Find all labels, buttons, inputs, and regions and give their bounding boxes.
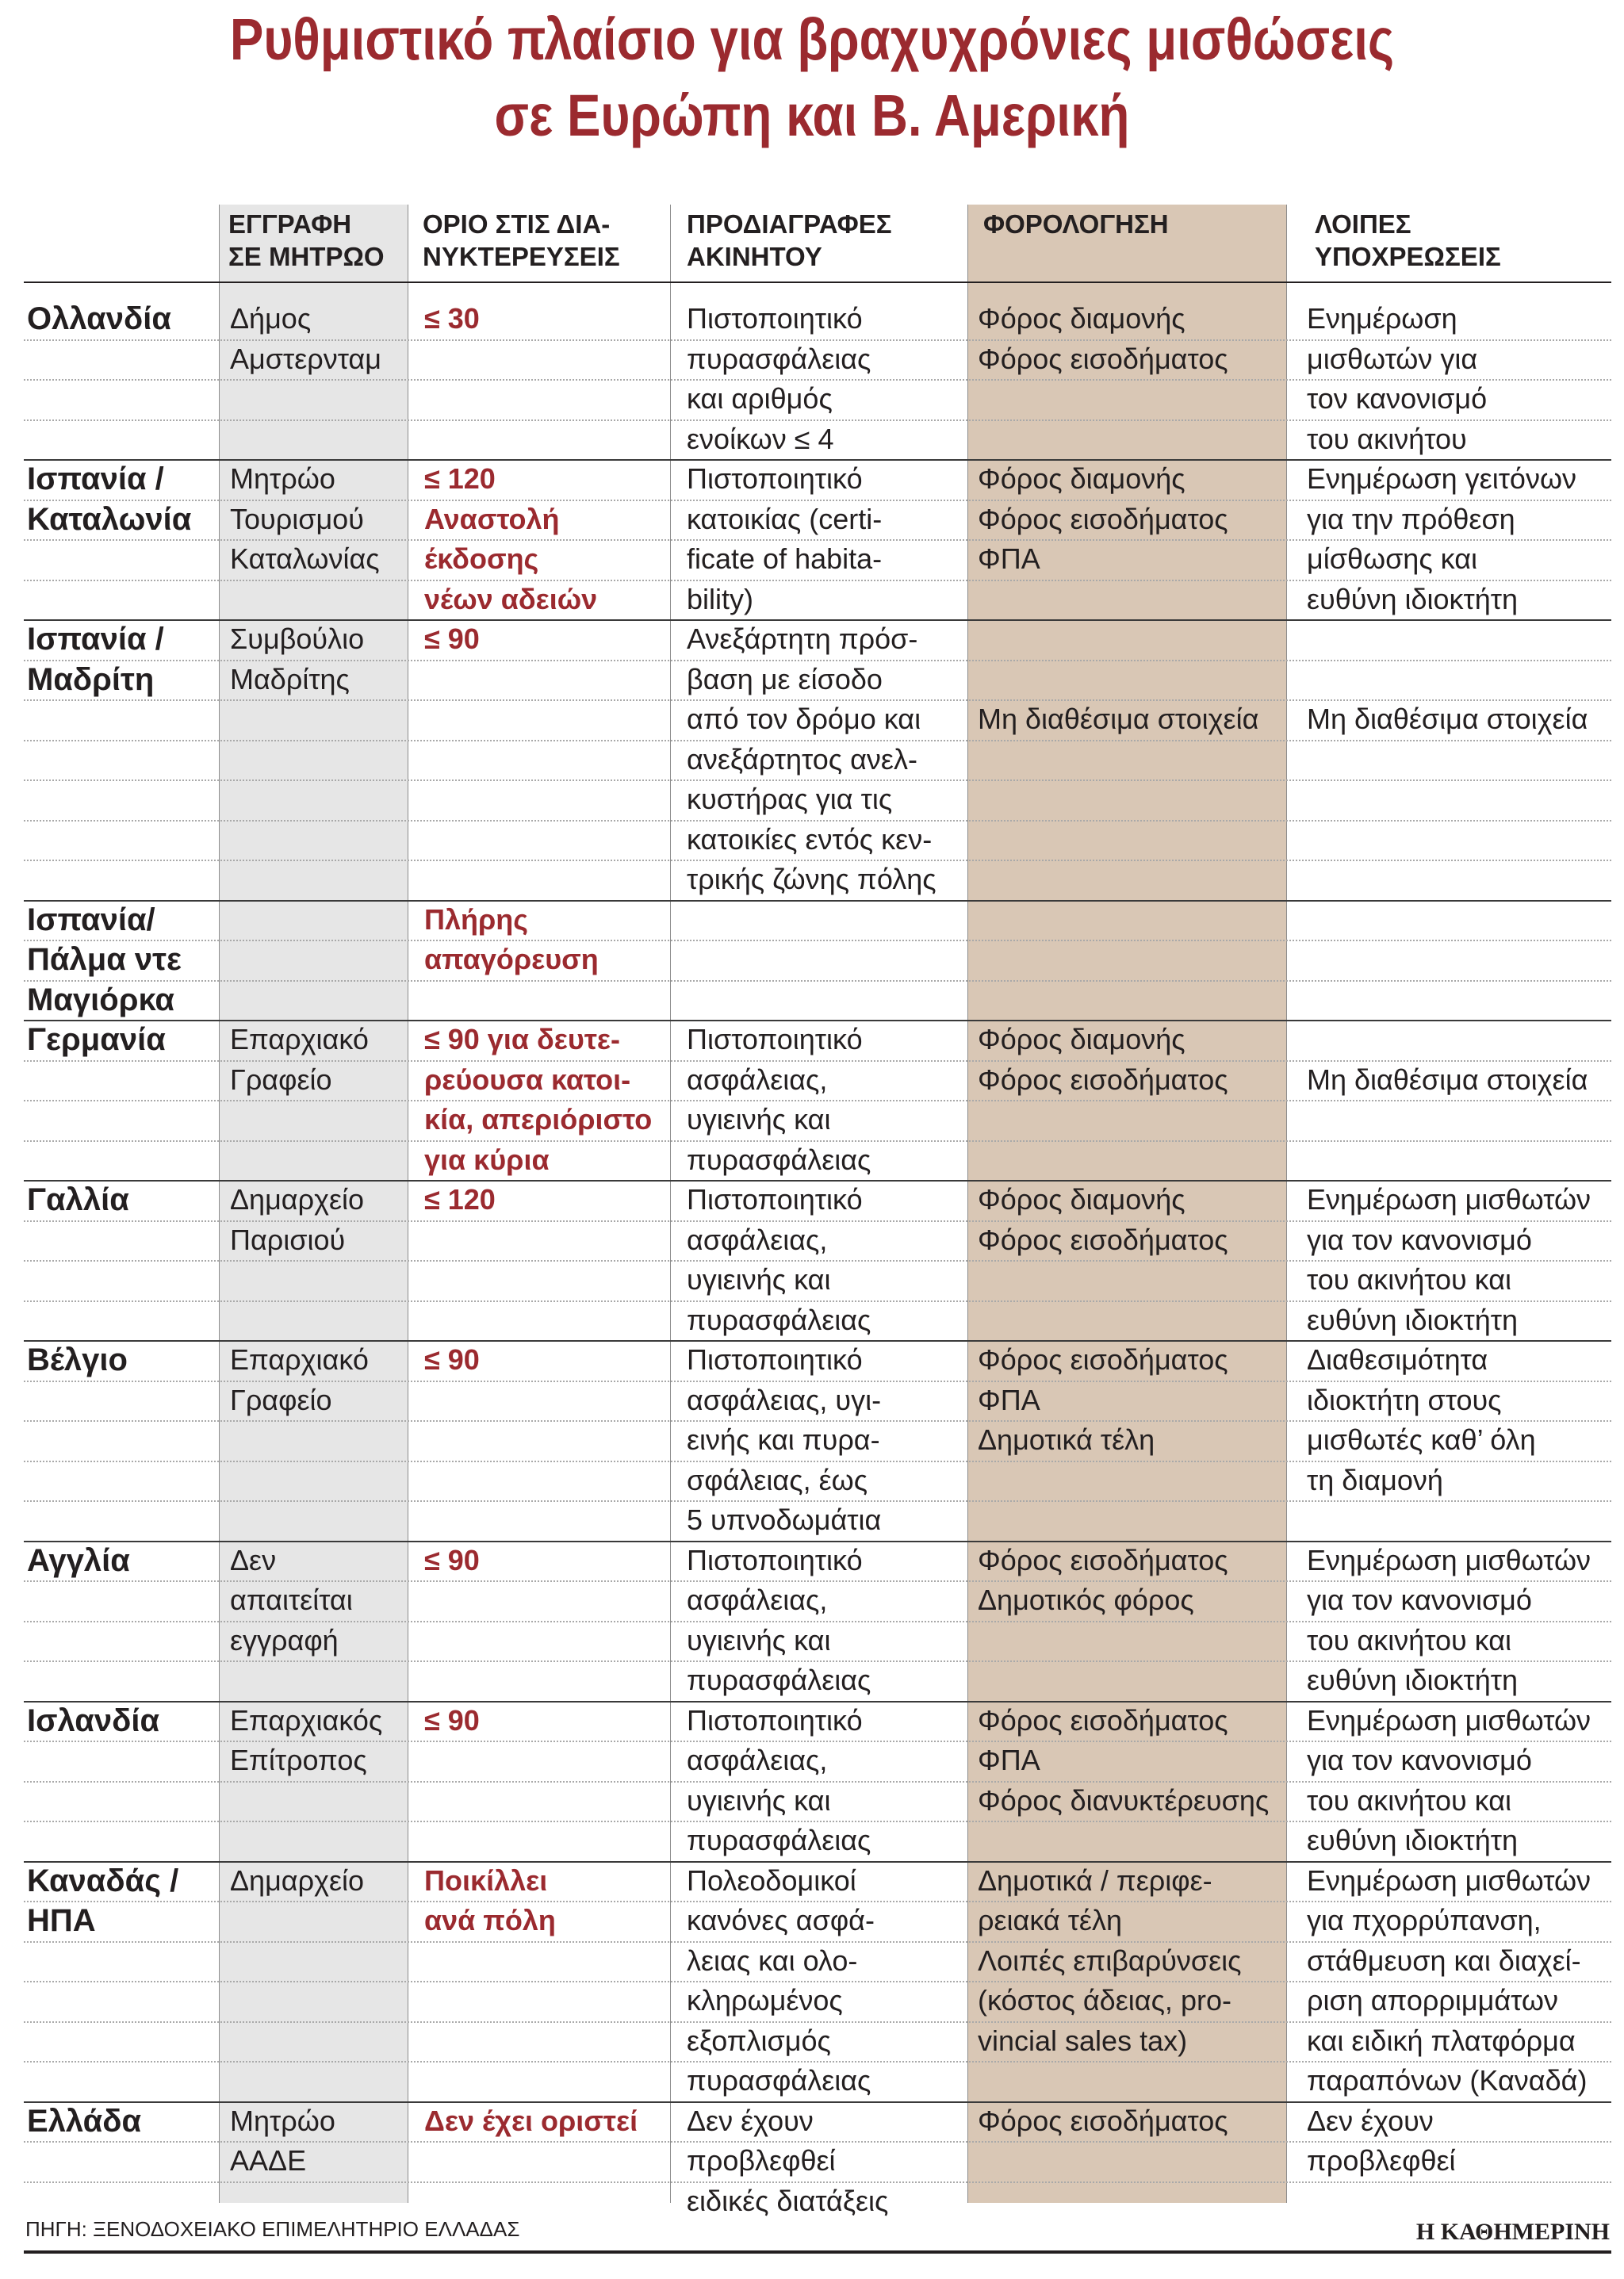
country-line: Γαλλία	[27, 1182, 129, 1217]
header-line: ΦΟΡΟΛΟΓΗΣΗ	[983, 209, 1169, 239]
cell-registration	[230, 619, 364, 699]
registration-line: Μαδρίτης	[230, 662, 350, 695]
limit-line: ≤ 120	[424, 1183, 496, 1216]
registration-line: Μητρώο	[230, 462, 335, 495]
cell-tax	[978, 1541, 1228, 1621]
cell-country	[27, 1020, 166, 1060]
cell-registration	[230, 1340, 369, 1420]
registration-line: Επίτροπος	[230, 1744, 367, 1776]
cell-specs	[687, 1340, 881, 1541]
other-line: μισθωτές καθ’ όλη	[1307, 1423, 1536, 1456]
specs-line: Πιστοποιητικό	[687, 1023, 863, 1055]
specs-line: υγιεινής και	[687, 1623, 831, 1657]
specs-line: ασφάλειας,	[687, 1223, 828, 1256]
header-line: ΥΠΟΧΡΕΩΣΕΙΣ	[1315, 242, 1501, 271]
header-tax	[983, 208, 1169, 240]
tax-line: Λοιπές επιβαρύνσεις	[978, 1944, 1242, 1977]
other-line: Ενημέρωση μισθωτών	[1307, 1183, 1591, 1216]
source-note: ΠΗΓΗ: ΞΕΝΟΔΟΧΕΙΑΚΟ ΕΠΙΜΕΛΗΤΗΡΙΟ ΕΛΛΑΔΑΣ	[25, 2217, 520, 2241]
tax-line: ΦΠΑ	[978, 542, 1040, 575]
header-line: ΝΥΚΤΕΡΕΥΣΕΙΣ	[423, 242, 620, 271]
other-line: για τον κανονισμό	[1307, 1223, 1532, 1256]
dotted-row-guide	[24, 940, 1611, 941]
limit-line: Πλήρης	[424, 902, 528, 936]
limit-line: ρεύουσα κατοι-	[424, 1063, 631, 1096]
cell-limit	[424, 900, 599, 980]
other-line: ευθύνη ιδιοκτήτη	[1307, 1824, 1519, 1856]
tax-line: Φόρος εισοδήματος	[978, 1703, 1228, 1737]
tax-line: Φόρος διαμονής	[978, 1023, 1185, 1055]
cell-other	[1307, 699, 1588, 740]
limit-line: για κύρια	[424, 1143, 550, 1176]
cell-other	[1307, 1060, 1588, 1101]
cell-country	[27, 1701, 159, 1741]
cell-registration	[230, 1701, 382, 1781]
cell-tax	[978, 1340, 1228, 1461]
tax-line: Φόρος εισοδήματος	[978, 502, 1228, 535]
specs-line: λειας και ολο-	[687, 1944, 858, 1977]
country-line: Ισπανία /	[27, 462, 164, 496]
specs-line: σφάλειας, έως	[687, 1463, 868, 1496]
specs-line: bility)	[687, 582, 754, 615]
specs-line: ανεξάρτητος ανελ-	[687, 742, 917, 776]
other-line: τη διαμονή	[1307, 1463, 1443, 1496]
other-line: του ακινήτου και	[1307, 1263, 1512, 1296]
specs-line: πυρασφάλειας	[687, 342, 871, 375]
limit-line: ≤ 90	[424, 1543, 480, 1576]
column-divider	[670, 205, 671, 2203]
specs-line: από τον δρόμο και	[687, 703, 921, 735]
header-other	[1315, 208, 1501, 273]
specs-line: εξοπλισμός	[687, 2024, 831, 2057]
specs-line: ασφάλειας,	[687, 1584, 828, 1616]
specs-line: πυρασφάλειας	[687, 1303, 871, 1336]
specs-line: υγιεινής και	[687, 1263, 831, 1296]
cell-registration	[230, 299, 381, 379]
other-line: για τον κανονισμό	[1307, 1584, 1532, 1616]
specs-line: βαση με είσοδο	[687, 662, 883, 695]
cell-other	[1307, 1701, 1591, 1861]
cell-limit	[424, 1180, 496, 1220]
specs-line: κληρωμένος	[687, 1984, 843, 2017]
specs-line: Ανεξάρτητη πρόσ-	[687, 622, 918, 655]
cell-specs	[687, 1861, 875, 2101]
other-line: ριση απορριμμάτων	[1307, 1984, 1558, 2017]
cell-tax	[978, 299, 1228, 379]
registration-line: Δήμος	[230, 302, 312, 335]
specs-line: υγιεινής και	[687, 1103, 831, 1136]
cell-registration	[230, 2101, 335, 2181]
cell-specs	[687, 619, 936, 900]
publisher-logo: Η ΚΑΘΗΜΕΡΙΝΗ	[1415, 2219, 1610, 2245]
country-line: Ισλανδία	[27, 1703, 160, 1738]
cell-country	[27, 1541, 130, 1581]
limit-line: έκδοσης	[424, 542, 539, 575]
header-line: ΠΡΟΔΙΑΓΡΑΦΕΣ	[687, 209, 892, 239]
cell-specs	[687, 299, 871, 459]
specs-line: και αριθμός	[687, 382, 833, 415]
other-line: Μη διαθέσιμα στοιχεία	[1307, 1063, 1588, 1096]
cell-tax	[978, 459, 1228, 580]
other-line: Διαθεσιμότητα	[1307, 1343, 1488, 1376]
country-line: Καταλωνία	[27, 501, 192, 537]
tax-line: ΦΠΑ	[978, 1744, 1040, 1776]
country-line: Ελλάδα	[27, 2103, 142, 2139]
specs-line: πυρασφάλειας	[687, 1143, 871, 1176]
cell-other	[1307, 1340, 1536, 1500]
footer-rule	[24, 2250, 1611, 2254]
header-registration	[228, 208, 385, 273]
country-line: Ισπανία/	[27, 902, 155, 937]
country-line: Μαδρίτη	[27, 661, 155, 697]
tax-line: Φόρος εισοδήματος	[978, 2104, 1228, 2137]
tax-line: Δημοτικά τέλη	[978, 1423, 1155, 1456]
cell-specs	[687, 459, 882, 619]
country-line: Βέλγιο	[27, 1343, 128, 1377]
cell-limit	[424, 299, 480, 339]
other-line: ευθύνη ιδιοκτήτη	[1307, 1664, 1519, 1696]
tax-line: vincial sales tax)	[978, 2024, 1188, 2057]
registration-line: απαιτείται	[230, 1584, 353, 1616]
registration-line: Αμστερνταμ	[230, 342, 381, 375]
other-line: τον κανονισμό	[1307, 382, 1488, 415]
other-line: Ενημέρωση γειτόνων	[1307, 462, 1577, 495]
cell-country	[27, 1180, 129, 1220]
tax-line: ρειακά τέλη	[978, 1904, 1123, 1936]
cell-other	[1307, 1180, 1591, 1340]
cell-other	[1307, 2101, 1456, 2181]
specs-line: πυρασφάλειας	[687, 1824, 871, 1856]
cell-other	[1307, 459, 1576, 619]
country-line: Αγγλία	[27, 1542, 130, 1578]
cell-limit	[424, 2101, 638, 2142]
cell-tax	[978, 699, 1258, 740]
column-divider	[967, 205, 968, 2203]
header-line: ΕΓΓΡΑΦΗ	[228, 209, 352, 239]
cell-tax	[978, 1701, 1269, 1821]
cell-registration	[230, 1180, 364, 1260]
specs-line: προβλεφθεί	[687, 2144, 836, 2177]
tax-line: ΦΠΑ	[978, 1383, 1040, 1416]
cell-specs	[687, 2101, 888, 2222]
specs-line: πυρασφάλειας	[687, 1664, 871, 1696]
tax-line: Δημοτικός φόρος	[978, 1584, 1194, 1616]
tax-line: Φόρος εισοδήματος	[978, 342, 1228, 375]
specs-line: πυρασφάλειας	[687, 2064, 871, 2097]
registration-line: Παρισιού	[230, 1223, 346, 1256]
specs-line: Πιστοποιητικό	[687, 1543, 863, 1576]
cell-registration	[230, 459, 380, 580]
other-line: Μη διαθέσιμα στοιχεία	[1307, 703, 1588, 735]
other-line: του ακινήτου	[1307, 422, 1467, 455]
other-line: ευθύνη ιδιοκτήτη	[1307, 1303, 1519, 1336]
specs-line: Πιστοποιητικό	[687, 302, 863, 335]
cell-country	[27, 299, 171, 339]
tax-line: Φόρος εισοδήματος	[978, 1543, 1228, 1576]
other-line: του ακινήτου και	[1307, 1783, 1512, 1817]
specs-line: κανόνες ασφά-	[687, 1904, 875, 1936]
registration-line: Δημαρχείο	[230, 1183, 365, 1216]
specs-line: 5 υπνοδωμάτια	[687, 1503, 882, 1536]
column-divider	[219, 205, 220, 2203]
other-line: ιδιοκτήτη στους	[1307, 1383, 1502, 1416]
other-line: παραπόνων (Καναδά)	[1307, 2064, 1588, 2097]
cell-limit	[424, 459, 597, 619]
cell-limit	[424, 1701, 480, 1741]
country-line: Ισπανία /	[27, 622, 164, 657]
limit-line: ≤ 90	[424, 622, 480, 655]
other-line: και ειδική πλατφόρμα	[1307, 2024, 1576, 2057]
other-line: μισθωτών για	[1307, 342, 1478, 375]
header-rule	[24, 282, 1611, 283]
other-line: Ενημέρωση μισθωτών	[1307, 1863, 1591, 1897]
specs-line: Δεν έχουν	[687, 2104, 814, 2137]
cell-country	[27, 619, 164, 699]
cell-limit	[424, 619, 480, 660]
other-line: για πχορρύπανση,	[1307, 1904, 1542, 1936]
cell-registration	[230, 1541, 353, 1661]
other-line: Δεν έχουν	[1307, 2104, 1434, 2137]
specs-line: Πιστοποιητικό	[687, 462, 863, 495]
other-line: για τον κανονισμό	[1307, 1744, 1532, 1776]
registration-line: Επαρχιακό	[230, 1343, 369, 1376]
cell-country	[27, 900, 182, 1021]
other-line: ευθύνη ιδιοκτήτη	[1307, 582, 1519, 615]
tax-line: Δημοτικά / περιφε-	[978, 1863, 1212, 1897]
specs-line: Πιστοποιητικό	[687, 1183, 863, 1216]
other-line: μίσθωσης και	[1307, 542, 1478, 575]
cell-registration	[230, 1861, 364, 1902]
tax-line: Φόρος διαμονής	[978, 302, 1185, 335]
cell-other	[1307, 299, 1487, 459]
specs-line: κατοικίας (certi-	[687, 502, 883, 535]
specs-line: ficate of habita-	[687, 542, 883, 575]
limit-line: Δεν έχει οριστεί	[424, 2104, 638, 2137]
header-specs	[687, 208, 892, 273]
specs-line: Πιστοποιητικό	[687, 1343, 863, 1376]
tax-line: Φόρος εισοδήματος	[978, 1063, 1228, 1096]
other-line: στάθμευση και διαχεί-	[1307, 1944, 1581, 1977]
limit-line: Ποικίλλει	[424, 1863, 548, 1897]
other-line: Ενημέρωση μισθωτών	[1307, 1543, 1591, 1576]
specs-line: Πιστοποιητικό	[687, 1703, 863, 1737]
limit-line: νέων αδειών	[424, 582, 598, 615]
specs-line: ειδικές διατάξεις	[687, 2184, 889, 2217]
country-line: Καναδάς /	[27, 1863, 179, 1898]
cell-specs	[687, 1541, 871, 1701]
specs-line: τρικής ζώνης πόλης	[687, 863, 936, 895]
registration-line: ΑΑΔΕ	[230, 2144, 307, 2177]
cell-specs	[687, 1701, 871, 1861]
tax-line: Μη διαθέσιμα στοιχεία	[978, 703, 1259, 735]
specs-line: ασφάλειας,	[687, 1063, 828, 1096]
cell-tax	[978, 1861, 1242, 2062]
header-line: ΛΟΙΠΕΣ	[1315, 209, 1411, 239]
cell-country	[27, 459, 191, 539]
registration-line: Δεν	[230, 1543, 277, 1576]
specs-line: υγιεινής και	[687, 1783, 831, 1817]
limit-line: Αναστολή	[424, 502, 560, 535]
limit-line: ≤ 90	[424, 1343, 480, 1376]
specs-line: ασφάλειας, υγι-	[687, 1383, 882, 1416]
cell-tax	[978, 1180, 1228, 1260]
cell-registration	[230, 1020, 369, 1100]
cell-limit	[424, 1340, 480, 1381]
specs-line: κατοικίες εντός κεν-	[687, 822, 933, 856]
country-line: ΗΠΑ	[27, 1903, 96, 1938]
cell-tax	[978, 2101, 1228, 2142]
other-line: προβλεφθεί	[1307, 2144, 1456, 2177]
specs-line: εινής και πυρα-	[687, 1423, 880, 1456]
limit-line: ≤ 120	[424, 462, 496, 495]
tax-line: (κόστος άδειας, pro-	[978, 1984, 1231, 2017]
limit-line: ≤ 90 για δευτε-	[424, 1023, 620, 1055]
cell-specs	[687, 1020, 871, 1180]
registration-line: Επαρχιακό	[230, 1023, 369, 1055]
header-line: ΟΡΙΟ ΣΤΙΣ ΔΙΑ-	[423, 209, 611, 239]
country-line: Μαγιόρκα	[27, 982, 175, 1017]
other-line: του ακινήτου και	[1307, 1623, 1512, 1657]
country-line: Πάλμα ντε	[27, 942, 182, 977]
cell-other	[1307, 1861, 1591, 2101]
specs-line: ενοίκων ≤ 4	[687, 422, 834, 455]
cell-country	[27, 2101, 141, 2142]
registration-line: Καταλωνίας	[230, 542, 380, 575]
page-title-line-2: σε Ευρώπη και Β. Αμερική	[494, 82, 1130, 148]
limit-line: ανά πόλη	[424, 1904, 556, 1936]
registration-line: Γραφείο	[230, 1383, 332, 1416]
other-line: για την πρόθεση	[1307, 502, 1515, 535]
dotted-row-guide	[24, 980, 1611, 982]
cell-country	[27, 1340, 128, 1381]
cell-tax	[978, 1020, 1228, 1100]
page-title-line-1: Ρυθμιστικό πλαίσιο για βραχυχρόνιες μισθώσεις	[229, 6, 1395, 72]
registration-line: Δημαρχείο	[230, 1863, 365, 1897]
header-line: ΣΕ ΜΗΤΡΩΟ	[228, 242, 385, 271]
cell-other	[1307, 1541, 1591, 1701]
registration-line: Μητρώο	[230, 2104, 335, 2137]
tax-line: Φόρος διανυκτέρευσης	[978, 1783, 1270, 1817]
country-line: Γερμανία	[27, 1022, 166, 1057]
cell-limit	[424, 1541, 480, 1581]
header-line: ΑΚΙΝΗΤΟΥ	[687, 242, 822, 271]
other-line: Ενημέρωση	[1307, 302, 1457, 335]
limit-line: απαγόρευση	[424, 943, 599, 975]
row-divider	[24, 900, 1611, 902]
limit-line: κία, απεριόριστο	[424, 1103, 653, 1136]
registration-line: Επαρχιακός	[230, 1703, 383, 1737]
registration-line: Συμβούλιο	[230, 622, 365, 655]
specs-line: Πολεοδομικοί	[687, 1863, 856, 1897]
cell-specs	[687, 1180, 871, 1340]
other-line: Ενημέρωση μισθωτών	[1307, 1703, 1591, 1737]
column-divider	[1286, 205, 1287, 2203]
cell-limit	[424, 1861, 556, 1941]
tax-line: Φόρος εισοδήματος	[978, 1223, 1228, 1256]
specs-line: κυστήρας για τις	[687, 783, 893, 815]
limit-line: ≤ 30	[424, 302, 480, 335]
tax-line: Φόρος εισοδήματος	[978, 1343, 1228, 1376]
registration-line: εγγραφή	[230, 1623, 339, 1657]
tax-line: Φόρος διαμονής	[978, 1183, 1185, 1216]
limit-line: ≤ 90	[424, 1703, 480, 1737]
cell-country	[27, 1861, 178, 1941]
country-line: Ολλανδία	[27, 301, 171, 336]
registration-line: Γραφείο	[230, 1063, 332, 1096]
specs-line: ασφάλειας,	[687, 1744, 828, 1776]
tax-line: Φόρος διαμονής	[978, 462, 1185, 495]
cell-limit	[424, 1020, 652, 1180]
registration-line: Τουρισμού	[230, 502, 364, 535]
header-limit	[423, 208, 620, 273]
